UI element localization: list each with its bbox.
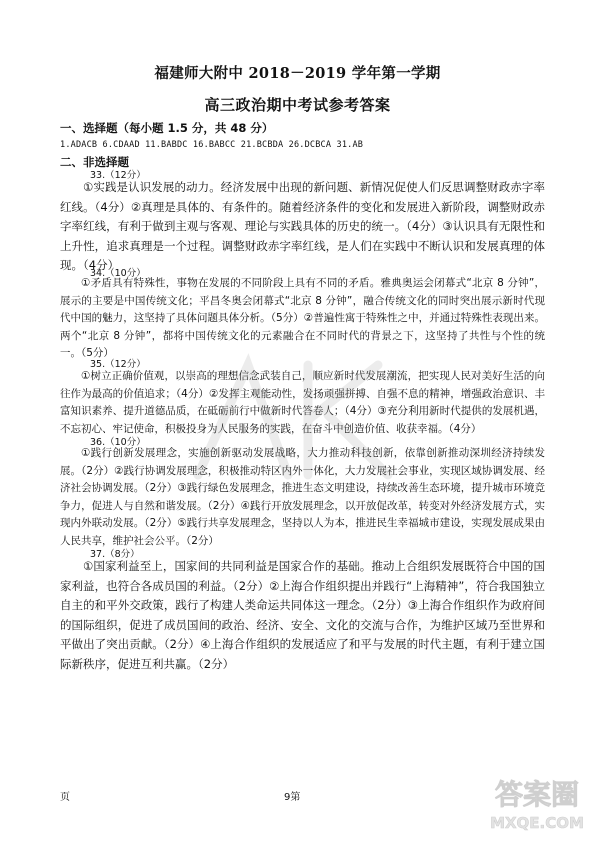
section-nonchoice-heading: 二、非选择题 [60, 155, 129, 169]
exam-answer-title: 高三政治期中考试参考答案 [204, 96, 391, 114]
watermark-stamp-icon [178, 325, 438, 505]
question-36-answer: ①践行创新发展理念，实施创新驱动发展战略，大力推动科技创新，依靠创新推动深圳经济持续发展。（2分）②践行协调发展理念，积极推动特区内外一体化，大力发展社会事业，实现区域协调发展、经济社会协调发展。（2分）③践行绿色发展理念，推进生态文明建设，持续改善生态环境，提升城市环境竞争力，促进人与自然和谐发展。（2分）④践行开放发展理念，以开放促改革，转变对外经济发展方式，实现内外联动发展。（2分）⑤践行共享发展理念，坚持以人为本，推进民生幸福城市建设，实现发展成果由人民共享，维护社会公平。（2分） [60, 447, 545, 547]
choice-answers: 1.ADACB 6.CDAAD 11.BABDC 16.BABCC 21.BCBDA 26.DCBCA 31.AB [60, 140, 364, 150]
question-37-number: 37.（8分） [90, 549, 140, 560]
question-36-number: 36.（10分） [90, 437, 146, 448]
question-34-number: 34.（10分） [90, 268, 146, 279]
question-37-answer: ①国家利益至上，国家间的共同利益是国家合作的基础。推动上合组织发展既符合中国的国家利益，也符合各成员国的利益。（2分）②上海合作组织提出并践行“上海精神”，符合我国独立自主的和平外交政策，践行了构建人类命运共同体这一理念。（2分）③上海合作组织作为政府间的国际组织，促进了成员国间的政治、经济、安全、文化的交流与合作，为维护区域乃至世界和平做出了突出贡献。（2分）④上海合作组织的发展适应了和平与发展的时代主题，有利于建立国际新秩序，促进互利共赢。（2分） [60, 559, 545, 671]
site-logo-icon [482, 768, 592, 838]
section-choice-heading: 一、选择题（每小题 1.5 分，共 48 分） [60, 121, 274, 135]
footer-page-number: 9第 [284, 792, 301, 803]
question-35-answer: ①树立正确价值观，以崇高的理想信念武装自己，顺应新时代发展潮流，把实现人民对美好生活的向往作为最高的价值追求；（4分）②发挥主观能动性，发扬顽强拼搏、自强不息的精神，增强政治意识、丰富知识素养、提升道德品质，在砥砺前行中做新时代答卷人；（4分）③充分利用新时代提供的发展机遇，不忘初心、牢记使命，积极投身为人民服务的实践，在奋斗中创造价值、收获幸福。（4分） [60, 370, 545, 435]
question-33-answer: ①实践是认识发展的动力。经济发展中出现的新问题、新情况促使人们反思调整财政赤字率红线。（4分）②真理是具体的、有条件的。随着经济条件的变化和发展进入新阶段，调整财政赤字率红线，有利于做到主观与客观、理论与实践具体的历史的统一。（4分）③认识具有无限性和上升性，追求真理是一个过程。调整财政赤字率红线，是人们在实践中不断认识和发展真理的体现。（4分） [60, 180, 545, 272]
question-33-number: 33.（12分） [90, 170, 146, 181]
svg-text:答案圈: 答案圈 [494, 778, 580, 811]
school-term-title: 福建师大附中 2018－2019 学年第一学期 [154, 65, 441, 82]
question-35-number: 35.（12分） [90, 359, 146, 370]
footer-page-label: 页 [60, 792, 70, 803]
svg-text:MXQE.COM: MXQE.COM [490, 814, 584, 832]
question-34-answer: ①矛盾具有特殊性，事物在发展的不同阶段上具有不同的矛盾。雅典奥运会闭幕式“北京 8 分钟”，展示的主要是中国传统文化；平昌冬奥会闭幕式“北京 8 分钟”，融合传统文化的同时突出展示新时代现代中国的魅力，这坚持了具体问题具体分析。（5分）②普遍性寓于特殊性之中，并通过特殊性表现出来。两个“北京 8 分钟”，都将中国传统文化的元素融合在不同时代的背景之下，这坚持了共性与个性的统一。（5分） [60, 277, 545, 360]
